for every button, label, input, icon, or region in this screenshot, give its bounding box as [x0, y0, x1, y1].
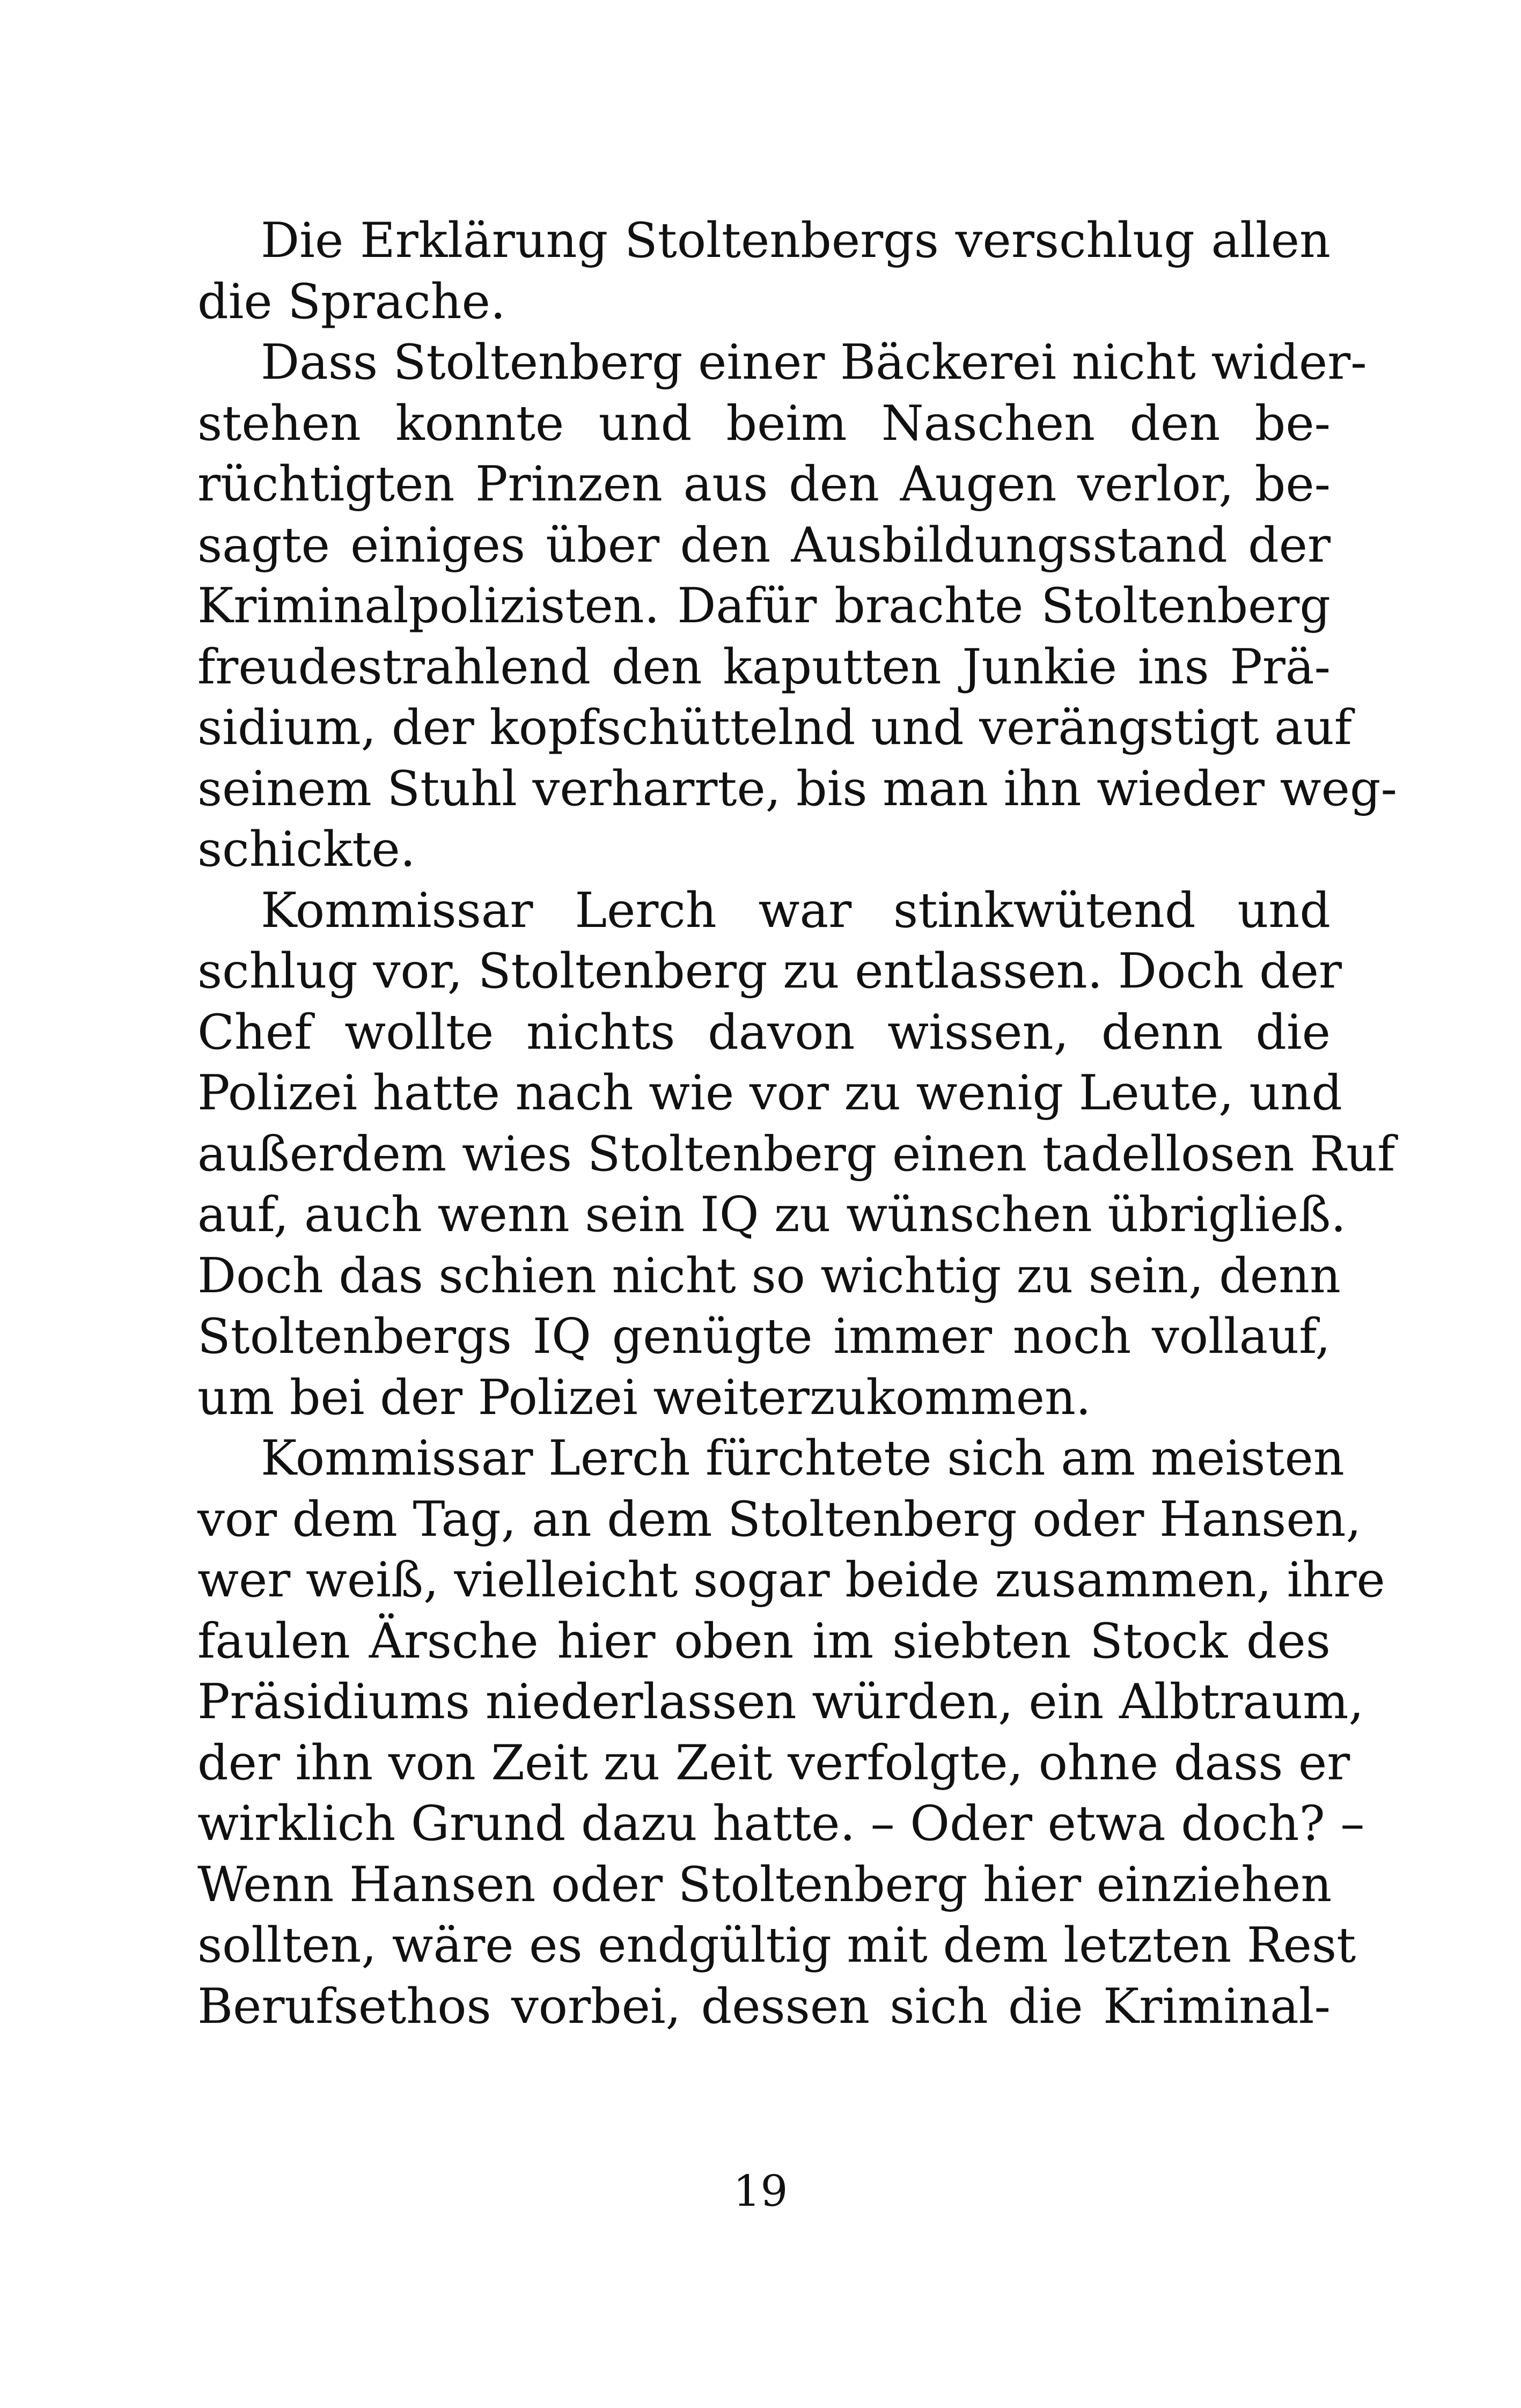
- text-line: vor dem Tag, an dem Stoltenberg oder Hansen,: [197, 1491, 1362, 1548]
- text-line: faulen Ärsche hier oben im siebten Stock des: [197, 1612, 1331, 1669]
- body-text: [197, 210, 1397, 2037]
- text-line: seinem Stuhl verharrte, bis man ihn wieder weg-: [197, 760, 1397, 817]
- text-line: um bei der Polizei weiterzukommen.: [197, 1369, 1091, 1426]
- text-line: Kriminalpolizisten. Dafür brachte Stoltenberg: [197, 578, 1331, 634]
- text-line: Präsidiums niederlassen würden, ein Albtraum,: [197, 1674, 1364, 1730]
- text-line: schickte.: [197, 821, 416, 878]
- text-line: sidium, der kopfschüttelnd und verängstigt auf: [197, 699, 1353, 756]
- text-line: sagte einiges über den Ausbildungsstand der: [197, 517, 1331, 573]
- text-line: außerdem wies Stoltenberg einen tadellosen Ruf: [197, 1125, 1395, 1182]
- text-line: schlug vor, Stoltenberg zu entlassen. Doch der: [197, 943, 1342, 999]
- page-number: 19: [733, 2166, 788, 2216]
- text-line: wer weiß, vielleicht sogar beide zusammen, ihre: [197, 1552, 1385, 1608]
- text-line: Die Erklärung Stoltenbergs verschlug allen: [261, 212, 1331, 269]
- text-line: freudestrahlend den kaputten Junkie ins Prä-: [197, 638, 1331, 695]
- text-line: die Sprache.: [197, 273, 506, 330]
- text-line: Berufsethos vorbei, dessen sich die Kriminal-: [197, 1978, 1331, 2035]
- text-line: sollten, wäre es endgültig mit dem letzten Rest: [197, 1917, 1356, 1973]
- text-line: Doch das schien nicht so wichtig zu sein, denn: [197, 1247, 1341, 1304]
- text-line: rüchtigten Prinzen aus den Augen verlor, be-: [197, 456, 1331, 512]
- text-line: stehen konnte und beim Naschen den be-: [197, 395, 1331, 452]
- text-line: wirklich Grund dazu hatte. – Oder etwa doch? –: [197, 1795, 1365, 1852]
- text-line: Kommissar Lerch fürchtete sich am meisten: [261, 1430, 1344, 1486]
- text-line: Dass Stoltenberg einer Bäckerei nicht wider-: [261, 334, 1367, 391]
- text-line: Wenn Hansen oder Stoltenberg hier einziehen: [197, 1856, 1332, 1913]
- text-line: der ihn von Zeit zu Zeit verfolgte, ohne dass er: [197, 1734, 1350, 1791]
- text-line: Kommissar Lerch war stinkwütend und: [261, 882, 1331, 939]
- text-line: Stoltenbergs IQ genügte immer noch vollauf,: [197, 1308, 1331, 1365]
- text-line: Chef wollte nichts davon wissen, denn die: [197, 1004, 1331, 1061]
- text-line: auf, auch wenn sein IQ zu wünschen übrigließ.: [197, 1187, 1347, 1243]
- text-line: Polizei hatte nach wie vor zu wenig Leute, und: [197, 1065, 1342, 1121]
